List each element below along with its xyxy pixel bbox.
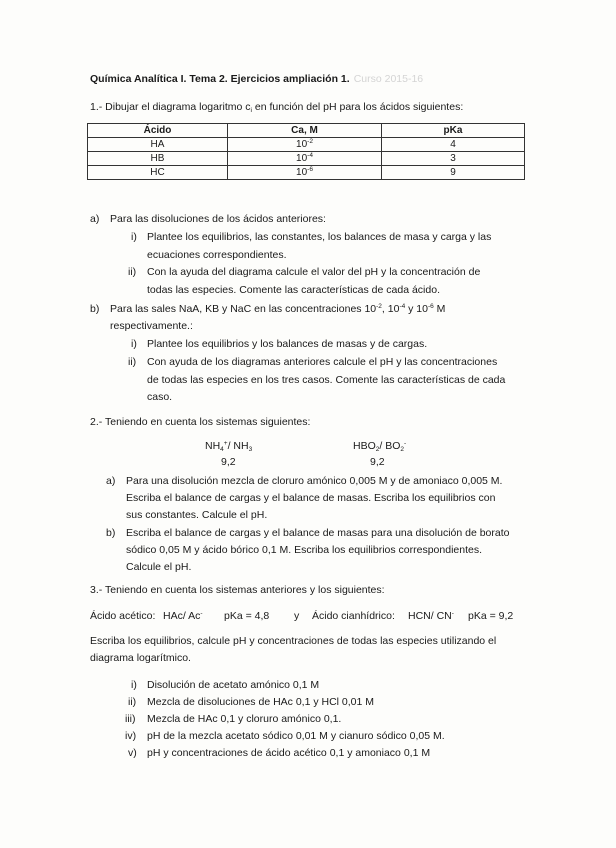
ex3-item-label: ii) bbox=[128, 696, 137, 708]
table-header-cell: Ca, M bbox=[228, 124, 382, 138]
pka-cell: 4 bbox=[382, 138, 525, 152]
system-nh4-nh3 bbox=[205, 439, 252, 454]
formula-part: NH bbox=[205, 440, 221, 452]
system2-pka: 9,2 bbox=[370, 456, 385, 468]
table-header-cell: Ácido bbox=[88, 124, 228, 138]
ex1-b-text-part: , 10 bbox=[381, 303, 400, 315]
table-header-row bbox=[88, 124, 525, 138]
hcn-label: Ácido cianhídrico: bbox=[312, 610, 395, 622]
table-row bbox=[88, 138, 525, 152]
ex3-item-label: iii) bbox=[125, 713, 136, 725]
acetic-label: Ácido acético: bbox=[90, 610, 156, 622]
ca-base: 10 bbox=[296, 167, 308, 178]
pka-cell: 3 bbox=[382, 152, 525, 166]
ex1-b-ii-line: de todas las especies en los tres casos. Comente las características de cada bbox=[147, 374, 506, 386]
ca-exponent: -4 bbox=[307, 152, 313, 159]
table-row bbox=[88, 152, 525, 166]
ca-exponent: -6 bbox=[307, 166, 313, 173]
exercise-3-statement: 3.- Teniendo en cuenta los sistemas anteriores y los siguientes: bbox=[90, 584, 385, 596]
ex1-b-text-part: M bbox=[433, 303, 446, 315]
table-header-cell: pKa bbox=[382, 124, 525, 138]
ex3-item-text: pH de la mezcla acetato sódico 0,01 M y cianuro sódico 0,05 M. bbox=[147, 730, 445, 742]
ex3-instructions: diagrama logarítmico. bbox=[90, 652, 191, 664]
ex3-item-text: Disolución de acetato amónico 0,1 M bbox=[147, 679, 320, 691]
ex1-item-b-line2: respectivamente.: bbox=[110, 320, 193, 332]
exercise-1-statement bbox=[90, 100, 463, 115]
pka-cell: 9 bbox=[382, 166, 525, 180]
ex1-a-i-label: i) bbox=[131, 231, 137, 243]
concentration-cell bbox=[228, 152, 382, 166]
ex2-b-line: Calcule el pH. bbox=[126, 561, 192, 573]
formula-sub: 4 bbox=[220, 446, 224, 453]
acetic-pair bbox=[163, 609, 203, 624]
acetic-pka: pKa = 4,8 bbox=[224, 610, 270, 622]
ex1-statement-part: 1.- Dibujar el diagrama logaritmo c bbox=[90, 101, 251, 113]
system-hbo2-bo2 bbox=[353, 439, 406, 454]
formula-sub: 2 bbox=[375, 446, 380, 453]
ex1-item-a-text: Para las disoluciones de los ácidos anteriores: bbox=[110, 213, 326, 225]
ex2-a-line: Escriba el balance de cargas y el balance de masas. Escriba los equilibrios con bbox=[126, 492, 496, 504]
ex3-item-text: pH y concentraciones de ácido acético 0,1 y amoniaco 0,1 M bbox=[147, 747, 431, 759]
ex1-item-b-label: b) bbox=[90, 303, 100, 315]
concentration-cell bbox=[228, 166, 382, 180]
ca-base: 10 bbox=[296, 139, 308, 150]
ex3-item-text: Mezcla de HAc 0,1 y cloruro amónico 0,1. bbox=[147, 713, 342, 725]
ca-base: 10 bbox=[296, 153, 308, 164]
ex1-a-i-line: ecuaciones correspondientes. bbox=[147, 249, 287, 261]
ex1-a-ii-label: ii) bbox=[128, 266, 137, 278]
ex2-b-line: sódico 0,05 M y ácido bórico 0,1 M. Escriba los equilibrios correspondientes. bbox=[126, 544, 483, 556]
acid-cell: HA bbox=[88, 138, 228, 152]
conjunction: y bbox=[294, 610, 300, 622]
formula-sub: 3 bbox=[248, 446, 253, 453]
ex1-b-text-part: Para las sales NaA, KB y NaC en las concentraciones 10 bbox=[110, 303, 377, 315]
ex2-item-a-label: a) bbox=[106, 475, 116, 487]
exercise-2-statement: 2.- Teniendo en cuenta los sistemas siguientes: bbox=[90, 416, 311, 428]
ex2-item-b-label: b) bbox=[106, 527, 116, 539]
formula-sup: - bbox=[404, 440, 407, 447]
ex1-statement-sub: i bbox=[250, 107, 252, 114]
ex1-b-i-line: Plantee los equilibrios y los balances de masas y de cargas. bbox=[147, 338, 428, 350]
ex3-item-label: iv) bbox=[125, 730, 137, 742]
ex2-b-line: Escriba el balance de cargas y el balance de masas para una disolución de borato bbox=[126, 527, 510, 539]
concentration-cell bbox=[228, 138, 382, 152]
formula-sub: 2 bbox=[400, 446, 405, 453]
ex1-b-i-label: i) bbox=[131, 338, 137, 350]
acid-cell: HB bbox=[88, 152, 228, 166]
ex2-a-line: sus constantes. Calcule el pH. bbox=[126, 509, 268, 521]
ex1-statement-part: en función del pH para los ácidos siguientes: bbox=[251, 101, 464, 113]
ex1-b-text-part: y 10 bbox=[405, 303, 428, 315]
ex1-item-b-text bbox=[110, 302, 445, 317]
hcn-pair bbox=[408, 609, 454, 624]
acid-cell: HC bbox=[88, 166, 228, 180]
acid-table bbox=[87, 123, 525, 180]
formula-part: / NH bbox=[227, 440, 249, 452]
hcn-pka: pKa = 9,2 bbox=[468, 610, 514, 622]
formula-part: HAc/ Ac bbox=[163, 610, 201, 622]
ex3-item-label: v) bbox=[128, 747, 137, 759]
ex1-b-exponent: -4 bbox=[399, 303, 406, 310]
system1-pka: 9,2 bbox=[221, 456, 236, 468]
ex1-a-ii-line: todas las especies. Comente las características de cada ácido. bbox=[147, 284, 440, 296]
document-title bbox=[90, 73, 423, 85]
ex1-b-ii-label: ii) bbox=[128, 356, 137, 368]
ex1-a-i-line: Plantee los equilibrios, las constantes, los balances de masa y carga y las bbox=[147, 231, 492, 243]
ex1-b-exponent: -2 bbox=[376, 303, 382, 310]
formula-part: HBO bbox=[353, 440, 376, 452]
ex3-instructions: Escriba los equilibrios, calcule pH y concentraciones de todas las especies utilizando el bbox=[90, 635, 497, 647]
ex1-b-ii-line: Con ayuda de los diagramas anteriores calcule el pH y las concentraciones bbox=[147, 356, 498, 368]
ex1-item-a-label: a) bbox=[90, 213, 100, 225]
ex3-item-text: Mezcla de disoluciones de HAc 0,1 y HCl 0,01 M bbox=[147, 696, 375, 708]
ca-exponent: -2 bbox=[307, 138, 313, 145]
ex1-b-ii-line: caso. bbox=[147, 391, 173, 403]
formula-sup: - bbox=[200, 610, 203, 617]
title-text: Química Analítica I. Tema 2. Ejercicios ampliación 1. bbox=[90, 73, 350, 85]
formula-sup: + bbox=[223, 440, 228, 447]
formula-part: / BO bbox=[379, 440, 401, 452]
ex2-a-line: Para una disolución mezcla de cloruro amónico 0,005 M y de amoniaco 0,005 M. bbox=[126, 475, 503, 487]
faded-course-note: Curso 2015-16 bbox=[353, 73, 424, 85]
table-row bbox=[88, 166, 525, 180]
ex1-a-ii-line: Con la ayuda del diagrama calcule el valor del pH y la concentración de bbox=[147, 266, 481, 278]
ex1-b-exponent: -6 bbox=[427, 303, 434, 310]
formula-part: HCN/ CN bbox=[408, 610, 452, 622]
formula-sup: - bbox=[451, 610, 454, 617]
ex3-item-label: i) bbox=[131, 679, 137, 691]
